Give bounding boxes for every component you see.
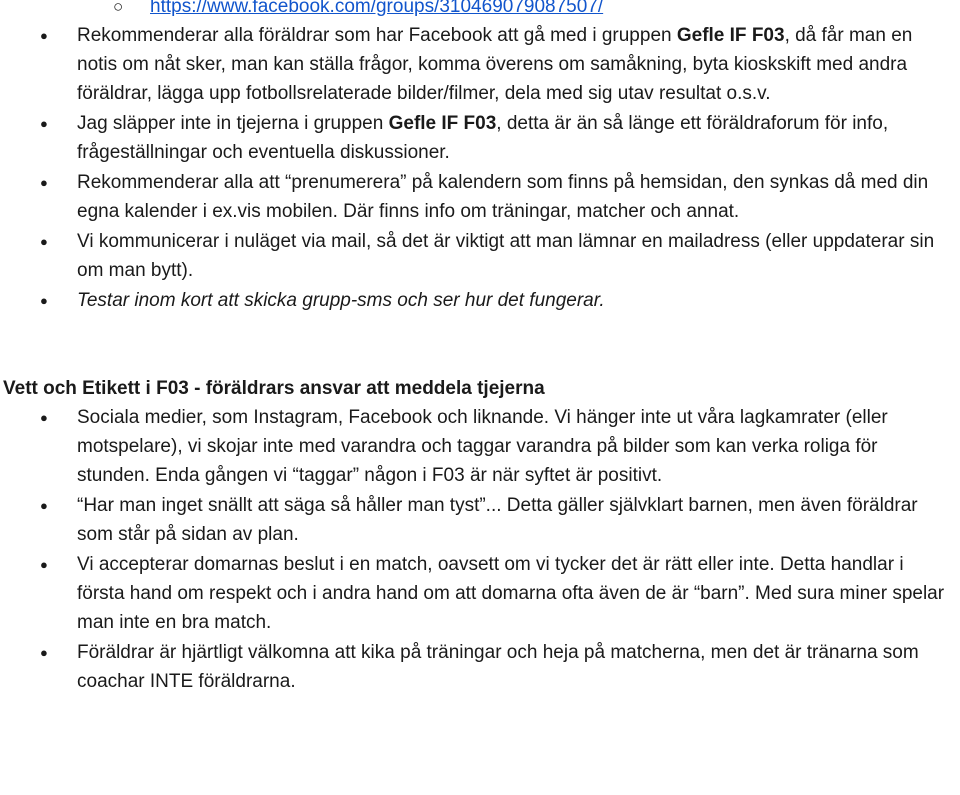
item-text-italic: Testar inom kort att skicka grupp-sms och ser hur det fungerar. <box>77 290 605 311</box>
list-item <box>0 227 960 285</box>
info-list <box>0 21 960 315</box>
bullet-icon: ● <box>40 293 48 308</box>
list-item <box>0 168 960 226</box>
bullet-icon: ● <box>40 410 48 425</box>
bullet-icon: ● <box>40 645 48 660</box>
item-text: , då får man en notis om nåt sker, man kan ställa frågor, komma överens om samåkning, byta kioskskift med andra föräldrar, lägga upp fotbollsrelaterade bilder/filmer, dela med sig utav resultat o.s.v. <box>77 25 913 104</box>
list-item <box>0 638 960 696</box>
item-text: Vi kommunicerar i nuläget via mail, så det är viktigt att man lämnar en mailadress (eller uppdaterar sin om man bytt). <box>77 231 935 281</box>
hollow-bullet-icon: ○ <box>113 0 124 16</box>
item-text: Rekommenderar alla föräldrar som har Facebook att gå med i gruppen <box>77 25 677 46</box>
item-text: Vi accepterar domarnas beslut i en match, oavsett om vi tycker det är rätt eller inte. Detta handlar i första hand om respekt och i andra hand om att domarna ofta även de är “barn”. Med sura miner spelar man inte en bra match. <box>77 554 945 633</box>
list-item <box>0 491 960 549</box>
list-item <box>0 403 960 490</box>
bullet-icon: ● <box>40 28 48 43</box>
bullet-icon: ● <box>40 116 48 131</box>
item-text: “Har man inget snällt att säga så håller man tyst”... Detta gäller självklart barnen, men även föräldrar som står på sidan av plan. <box>77 495 918 545</box>
etiquette-list <box>0 403 960 696</box>
group-name: Gefle IF F03 <box>388 113 497 134</box>
list-item <box>0 109 960 167</box>
bullet-icon: ● <box>40 234 48 249</box>
bullet-icon: ● <box>40 498 48 513</box>
item-text: Föräldrar är hjärtligt välkomna att kika på träningar och heja på matcherna, men det är tränarna som coachar INTE föräldrarna. <box>77 642 919 692</box>
sub-list-item <box>0 0 960 21</box>
list-item <box>0 21 960 108</box>
group-name: Gefle IF F03 <box>676 25 785 46</box>
item-text: Jag släpper inte in tjejerna i gruppen <box>77 113 389 134</box>
item-text: Sociala medier, som Instagram, Facebook och liknande. Vi hänger inte ut våra lagkamrater (eller motspelare), vi skojar inte med varandra och taggar varandra på bilder som kan verka roliga för stunden. Enda gången vi “taggar” någon i F03 är när syftet är positivt. <box>77 407 888 486</box>
list-item <box>0 550 960 637</box>
section-heading: Vett och Etikett i F03 - föräldrars ansvar att meddela tjejerna <box>3 378 545 399</box>
facebook-group-link[interactable]: https://www.facebook.com/groups/310469079087507/ <box>150 0 604 17</box>
bullet-icon: ● <box>40 557 48 572</box>
item-text: Rekommenderar alla att “prenumerera” på kalendern som finns på hemsidan, den synkas då med din egna kalender i ex.vis mobilen. Där finns info om träningar, matcher och annat. <box>77 172 929 222</box>
item-text: , detta är än så länge ett föräldraforum för info, frågeställningar och eventuella diskussioner. <box>77 113 889 163</box>
spacer <box>0 316 960 374</box>
bullet-icon: ● <box>40 175 48 190</box>
list-item <box>0 286 960 315</box>
